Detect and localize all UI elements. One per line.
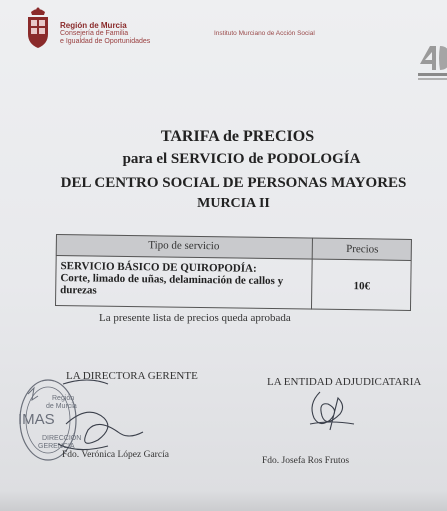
left-signature-title: LA DIRECTORA GERENTE [66,370,198,382]
right-signatory-name: Fdo. Josefa Ros Frutos [262,456,350,466]
price-table [55,234,412,309]
title-line-2: para el SERVICIO de PODOLOGÍA [122,151,361,167]
service-name: SERVICIO BÁSICO DE QUIROPODÍA: [60,260,257,275]
organization-name: Región de Murcia [60,21,127,30]
organization-sub1: Consejería de Familia [60,30,129,37]
stamp-brand: IMAS [18,411,55,428]
stamp-text-3: DIRECCIÓN [42,435,82,442]
page-shadow [0,490,447,511]
service-detail-line-2: durezas [60,284,97,297]
service-price: 10€ [353,280,371,293]
left-signatory-name: Fdo. Verónica López García [62,450,169,460]
stamp-text-1: Región [52,395,75,402]
title-line-1: TARIFA de PRECIOS [160,128,315,145]
title-line-4: MURCIA II [197,196,270,211]
anniversary-logo [416,42,447,84]
right-signature-title: LA ENTIDAD ADJUDICATARIA [267,376,422,388]
right-signature-scribble [300,384,360,434]
title-line-3: DEL CENTRO SOCIAL DE PERSONAS MAYORES [60,175,407,191]
coat-of-arms-logo [22,6,54,50]
institute-name: Instituto Murciano de Acción Social [214,30,315,37]
service-description [60,260,308,299]
stamp-text-2: de Murcia [46,403,77,410]
stamp-text-4: GERENCIA [38,443,75,450]
header-prices: Precios [346,243,379,256]
service-detail-line-1: Corte, limado de uñas, delaminación de callos y [60,272,284,288]
organization-sub2: e Igualdad de Oportunidades [60,38,151,45]
organization-block [60,22,150,46]
approval-note: La presente lista de precios queda aprobada [99,312,291,324]
header-service-type: Tipo de servicio [148,239,220,253]
